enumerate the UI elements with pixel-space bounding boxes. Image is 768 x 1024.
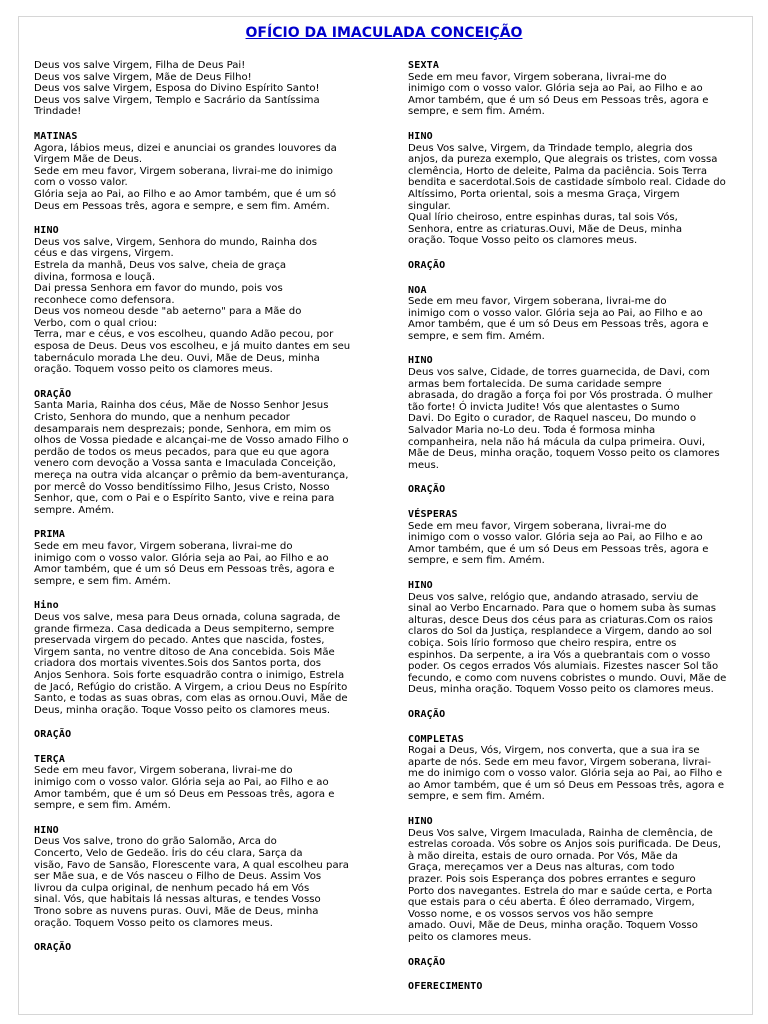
section: [408, 709, 728, 721]
section-text: Sede em meu favor, Virgem soberana, livrai-me do inimigo com o vosso valor. Glória seja ao Pai, ao Filho e ao Amor também, que é um só Deus em Pessoas três, agora e sempre, e sem fim. Amém.: [34, 540, 335, 587]
section-heading: VÉSPERAS: [408, 509, 458, 520]
section: [408, 580, 728, 696]
section-text: Santa Maria, Rainha dos céus, Mãe de Nosso Senhor Jesus Cristo, Senhora do mundo, que a nenhum pecador desamparais nem desprezais; ponde, Senhora, em mim os olhos de Vossa piedade e alcançai-me de Vosso amado Filho o perdão de todos os meus pecados, para que eu que agora venero com devoção a Vossa santa e Imaculada Conceição, mereça na outra vida alcançar o prêmio da bem-aventurança, por mercê do Vosso benditíssimo Filho, Jesus Cristo, Nosso Senhor, que, com o Pai e o Espírito Santo, vive e reina para sempre. Amém.: [34, 400, 349, 516]
section-text: Deus Vos salve, trono do grão Salomão, Arca do Concerto, Velo de Gedeão. Íris do céu clara, Sarça da visão, Favo de Sansão, Florescente vara, A qual escolheu para ser Mãe sua, e de Vós nasceu o Filho de Deus. Assim Vos livrou da culpa original, de nenhum pecado há em Vós sinal. Vós, que habitais lá nessas alturas, e tendes Vosso Trono sobre as nuvens puras. Ouvi, Mãe de Deus, minha oração. Toquem Vosso peito os clamores meus.: [34, 836, 349, 929]
section-text: Deus vos salve, Cidade, de torres guarnecida, de Davi, com armas bem fortalecida. De suma caridade sempre abrasada, do dragão a força foi por Vós prostrada. Ó mulher tão forte! Ó invicta Judite! Vós que alentastes o Sumo Davi. Do Egito o curador, de Raquel nasceu, Do mundo o Salvador Maria no-Lo deu. Toda é formosa minha companheira, nela não há mácula da culpa primeira. Ouvi, Mãe de Deus, minha oração, toquem Vosso peito os clamores meus.: [408, 367, 720, 471]
section-heading: SEXTA: [408, 60, 440, 71]
section: [34, 729, 364, 741]
section-gap: [34, 812, 364, 825]
section-gap: [34, 741, 364, 754]
section-gap: [34, 376, 364, 389]
section-gap: [408, 803, 728, 816]
section: [408, 957, 728, 969]
section: [408, 816, 728, 944]
section-gap: [408, 247, 728, 260]
section-heading: ORAÇÃO: [408, 708, 446, 720]
section-gap: [408, 944, 728, 957]
section-heading: MATINAS: [34, 130, 78, 142]
section-text: Deus vos salve, Virgem, Senhora do mundo, Rainha dos céus e das virgens, Virgem. Estrela da manhã, Deus vos salve, cheia de graça divina, formosa e louçã. Dai pressa Senhora em favor do mundo, pois vos reconhece como defensora. Deus vos nomeou desde "ab aeterno" para a Mãe do Verbo, com o qual criou: Terra, mar e céus, e vos escolheu, quando Adão pecou, por esposa de Deus. Deus vos escolheu, e já muito dantes em seu tabernáculo morada Lhe deu. Ouvi, Mãe de Deus, minha oração. Toquem vosso peito os clamores meus.: [34, 236, 351, 376]
section: [408, 131, 728, 247]
section-text: Rogai a Deus, Vós, Virgem, nos converta, que a sua ira se aparte de nós. Sede em meu favor, Virgem soberana, livrai- me do inimigo com o vosso valor. Glória seja ao Pai, ao Filho e ao Amor também, que é um só Deus em Pessoas três, agora e sempre, e sem fim. Amém.: [408, 745, 725, 803]
section-heading: Hino: [34, 600, 59, 612]
section-heading: NOA: [408, 284, 427, 296]
section: [408, 355, 728, 471]
section-gap: [408, 342, 728, 355]
section-text: Deus Vos salve, Virgem, da Trindade templo, alegria dos anjos, da pureza exemplo, Que alegrais os tristes, com vossa clemência, Horto de deleite, Palma da paciência. Sois Terra bendita e sacerdotal.Sois de castidade símbolo real. Cidade do Altíssimo, Porta oriental, sois a mesma Graça, Virgem singular. Qual lírio cheiroso, entre espinhas duras, tal sois Vós, Senhora, entre as criaturas.Ouvi, Mãe de Deus, minha oração. Toque Vosso peito os clamores meus.: [408, 142, 726, 247]
section-gap: [34, 716, 364, 729]
section-gap: [34, 516, 364, 529]
section-text: Sede em meu favor, Virgem soberana, livrai-me do inimigo com o vosso valor. Glória seja ao Pai, ao Filho e ao Amor também, que é um só Deus em Pessoas três, agora e sempre, e sem fim. Amém.: [408, 520, 709, 567]
section: [34, 529, 364, 587]
section: [408, 260, 728, 272]
section: [34, 754, 364, 812]
section-heading: ORAÇÃO: [408, 956, 446, 968]
section: [34, 60, 364, 118]
section-text: Sede em meu favor, Virgem soberana, livrai-me do inimigo com o vosso valor. Glória seja ao Pai, ao Filho e ao Amor também, que é um só Deus em Pessoas três, agora e sempre, e sem fim. Amém.: [408, 296, 709, 342]
section-text: Deus vos salve Virgem, Filha de Deus Pai! Deus vos salve Virgem, Mãe de Deus Filho! Deus vos salve Virgem, Esposa do Divino Espírito Santo! Deus vos salve Virgem, Templo e Sacrário da Santíssima Trindade!: [34, 60, 320, 118]
section-text: Deus vos salve, mesa para Deus ornada, coluna sagrada, de grande firmeza. Casa dedicada a Deus sempiterno, sempre preservada virgem do pecado. Antes que nascida, fostes, Virgem santa, no ventre ditoso de Ana concebida. Sois Mãe criadora dos mortais viventes.Sois dos Santos porta, dos Anjos Senhora. Sois forte esquadrão contra o inimigo, Estrela de Jacó, Refúgio do cristão. A Virgem, a criou Deus no Espírito Santo, e todas as suas obras, com elas as ornou.Ouvi, Mãe de Deus, minha oração. Toque Vosso peito os clamores meus.: [34, 611, 348, 716]
section-gap: [408, 696, 728, 709]
section: [408, 60, 728, 118]
page-title: OFÍCIO DA IMACULADA CONCEIÇÃO: [245, 25, 523, 41]
section-heading: ORAÇÃO: [408, 484, 446, 496]
section-heading: ORAÇÃO: [34, 388, 72, 400]
section-text: Sede em meu favor, Virgem soberana, livrai-me do inimigo com o vosso valor. Glória seja ao Pai, ao Filho e ao Amor também, que é um só Deus em Pessoas três, agora e sempre, e sem fim. Amém.: [34, 765, 335, 812]
section: [34, 942, 364, 954]
section-gap: [408, 567, 728, 580]
section-heading: COMPLETAS: [408, 733, 464, 745]
section: [34, 131, 364, 212]
section-gap: [34, 929, 364, 942]
section: [34, 389, 364, 517]
section-heading: TERÇA: [34, 753, 66, 765]
section-gap: [408, 496, 728, 509]
section-text: Sede em meu favor, Virgem soberana, livrai-me do inimigo com o vosso valor. Glória seja ao Pai, ao Filho e ao Amor também, que é um só Deus em Pessoas três, agora e sempre, e sem fim. Amém.: [408, 71, 709, 118]
section: [408, 484, 728, 496]
section-heading: HINO: [34, 824, 59, 836]
section-heading: HINO: [408, 130, 433, 142]
section-heading: PRIMA: [34, 529, 66, 541]
section-heading: HINO: [34, 225, 59, 237]
section: [34, 600, 364, 716]
section-gap: [34, 587, 364, 600]
section-gap: [408, 118, 728, 131]
section: [34, 825, 364, 929]
section-heading: HINO: [408, 355, 433, 367]
section-heading: ORAÇÃO: [34, 729, 72, 741]
section: [408, 285, 728, 343]
section-gap: [34, 118, 364, 131]
section-text: Agora, lábios meus, dizei e anunciai os grandes louvores da Virgem Mãe de Deus. Sede em meu favor, Virgem soberana, livrai-me do inimigo com o vosso valor. Glória seja ao Pai, ao Filho e ao Amor também, que é um só Deus em Pessoas três, agora e sempre, e sem fim. Amém.: [34, 142, 337, 212]
section-text: Deus vos salve, relógio que, andando atrasado, serviu de sinal ao Verbo Encarnado. Para que o homem suba às sumas alturas, desce Deus dos céus para as criaturas.Com os raios claros do Sol da Justiça, resplandece a Virgem, dando ao sol cobiça. Sois lírio formoso que cheiro respira, entre os espinhos. Da serpente, a ira Vós a quebrantais com o vosso poder. Os cegos errados Vós alumiais. Fizestes nascer Sol tão fecundo, e como com nuvens cobristes o mundo. Ouvi, Mãe de Deus, minha oração. Toquem Vosso peito os clamores meus.: [408, 591, 727, 696]
section-gap: [408, 272, 728, 285]
section-heading: OFERECIMENTO: [408, 981, 483, 993]
section-text: Deus Vos salve, Virgem Imaculada, Rainha de clemência, de estrelas coroada. Vós sobre os Anjos sois purificada. De Deus, à mão direita, estais de ouro ornada. Por Vós, Mãe da Graça, mereçamos ver a Deus nas alturas, com todo prazer. Pois sois Esperança dos pobres errantes e seguro Porto dos navegantes. Estrela do mar e saúde certa, e Porta que estais para o céu aberta. É óleo derramado, Virgem, Vosso nome, e os vossos servos vos hão sempre amado. Ouvi, Mãe de Deus, minha oração. Toquem Vosso peito os clamores meus.: [408, 827, 721, 943]
section: [34, 225, 364, 376]
section-heading: ORAÇÃO: [408, 259, 446, 271]
section-heading: ORAÇÃO: [34, 942, 72, 954]
section: [408, 981, 728, 993]
section-gap: [408, 968, 728, 981]
section-gap: [408, 721, 728, 734]
left-column: [34, 60, 364, 954]
section-gap: [408, 471, 728, 484]
section-heading: HINO: [408, 816, 433, 828]
section: [408, 734, 728, 804]
right-column: [408, 60, 728, 993]
section: [408, 509, 728, 567]
section-heading: HINO: [408, 579, 433, 591]
section-gap: [34, 212, 364, 225]
